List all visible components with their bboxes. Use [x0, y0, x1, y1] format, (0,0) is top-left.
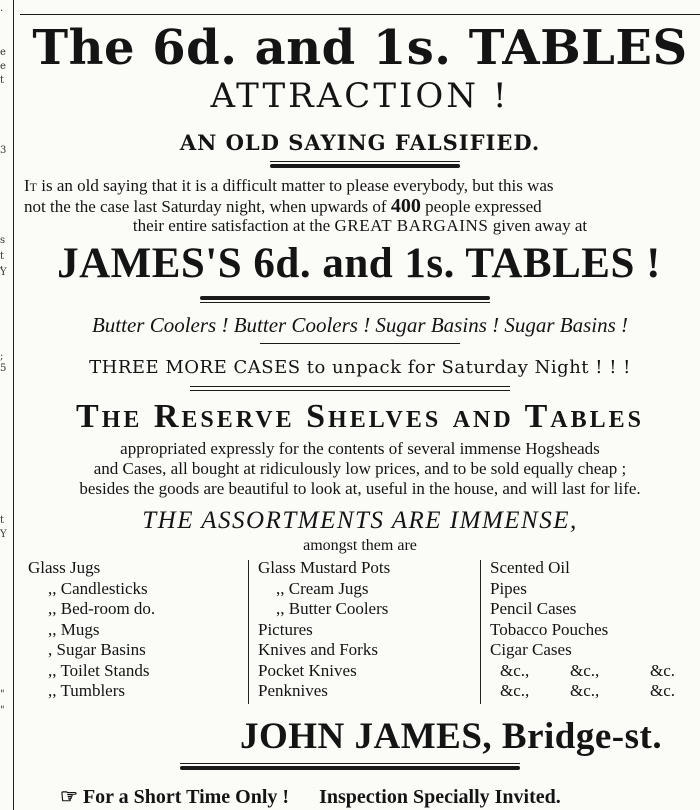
reserve-heading: The Reserve Shelves and Tables: [76, 398, 644, 435]
list-item: Pocket Knives: [258, 660, 357, 680]
list-item: Glass Jugs: [28, 558, 101, 577]
divider-rule: [200, 302, 490, 303]
list-item: Cigar Cases: [490, 640, 572, 659]
gutter-mark: 5: [0, 363, 7, 374]
top-border: [20, 14, 700, 15]
saying-heading: AN OLD SAYING FALSIFIED.: [179, 130, 541, 155]
list-item: Penknives: [258, 681, 328, 700]
list-item: ,, Bed-room do.: [48, 599, 156, 618]
gutter-mark: e: [0, 61, 6, 72]
etc-text: &c.,: [500, 660, 530, 680]
intro-text: people expressed: [420, 197, 542, 216]
divider-rule: [180, 766, 520, 770]
divider-rule: [190, 386, 510, 387]
footer-line: [60, 784, 561, 810]
assortment-column-2: [258, 558, 390, 702]
reserve-line-3: besides the goods are beautiful to look at, useful in the house, and will last for life.: [79, 479, 641, 498]
assortment-column-3: [490, 558, 700, 702]
gutter-mark: e: [0, 47, 6, 58]
people-count: 400: [390, 195, 421, 217]
gutter-mark: t: [0, 515, 5, 526]
list-item: ,, Tumblers: [48, 681, 125, 700]
three-more-cases: THREE MORE CASES to unpack for Saturday Night ! ! !: [89, 357, 631, 378]
column-divider: [480, 560, 481, 704]
list-item: ,, Butter Coolers: [276, 599, 389, 618]
etc-text: &c.: [650, 681, 676, 700]
gutter-mark: ;: [0, 351, 4, 362]
assortment-subheading: amongst them are: [303, 537, 417, 554]
assortment-column-1: [28, 558, 155, 702]
reserve-line-2: and Cases, all bought at ridiculously low prices, and to be sold equally cheap ;: [93, 459, 627, 478]
intro-text: given away at: [488, 216, 588, 235]
left-gutter: [0, 0, 14, 810]
gutter-mark: ": [0, 689, 5, 700]
list-item: Glass Mustard Pots: [258, 558, 391, 577]
pointing-hand-icon: ☞: [60, 786, 78, 808]
column-border: [13, 0, 14, 810]
footer-left: For a Short Time Only !: [82, 786, 290, 808]
list-item: Knives and Forks: [258, 640, 378, 659]
list-item: , Sugar Basins: [48, 640, 146, 659]
list-item: ,, Candlesticks: [48, 578, 148, 598]
list-item: Scented Oil: [490, 558, 570, 577]
list-item: Pencil Cases: [490, 599, 577, 618]
gutter-mark: s: [0, 235, 6, 246]
divider-rule: [180, 763, 520, 764]
list-item: ,, Cream Jugs: [276, 578, 369, 598]
gutter-mark: ,: [0, 259, 4, 270]
gutter-mark: t: [0, 75, 5, 86]
intro-text: their entire satisfaction at the: [132, 216, 335, 235]
list-item: ,, Mugs: [48, 619, 100, 639]
divider-rule: [270, 161, 460, 162]
divider-rule: [260, 343, 460, 344]
etc-text: &c.,: [500, 681, 530, 700]
gutter-mark: ": [0, 705, 5, 716]
footer-right: Inspection Specially Invited.: [319, 786, 561, 808]
gutter-mark: .: [0, 3, 4, 14]
divider-rule: [200, 296, 490, 300]
headline-title: The 6d. and 1s. TABLES: [32, 20, 688, 76]
intro-drop-word: It: [24, 176, 37, 195]
headline-subtitle: ATTRACTION !: [210, 76, 510, 116]
intro-line-3: [20, 216, 700, 235]
intro-text: is an old saying that it is a difficult matter to please everybody, but this was: [37, 176, 554, 195]
divider-rule: [270, 164, 460, 168]
list-item: Pipes: [490, 578, 527, 598]
etc-row: [490, 661, 700, 682]
etc-text: &c.: [650, 660, 676, 680]
bargains-text: GREAT BARGAINS: [334, 216, 489, 235]
signature: JOHN JAMES, Bridge-st.: [240, 716, 663, 757]
featured-items: Butter Coolers ! Butter Coolers ! Sugar Basins ! Sugar Basins !: [91, 313, 629, 337]
column-divider: [248, 560, 249, 704]
assortment-heading: THE ASSORTMENTS ARE IMMENSE,: [142, 507, 578, 534]
gutter-mark: t: [0, 251, 5, 262]
intro-line-1: [24, 176, 700, 195]
reserve-line-1: appropriated expressly for the contents of several immense Hogsheads: [120, 439, 600, 458]
etc-row: [490, 681, 700, 702]
divider-rule: [190, 390, 510, 391]
etc-text: &c.,: [570, 681, 600, 700]
etc-text: &c.,: [570, 660, 600, 680]
list-item: Tobacco Pouches: [490, 619, 609, 639]
gutter-mark: Y: [0, 529, 7, 540]
list-item: Pictures: [258, 619, 313, 639]
list-item: ,, Toilet Stands: [48, 660, 150, 680]
james-tables-headline: JAMES'S 6d. and 1s. TABLES !: [57, 240, 661, 287]
gutter-mark: Y: [0, 267, 7, 278]
intro-text: not the the case last Saturday night, when upwards of: [24, 197, 391, 216]
intro-line-2: [24, 197, 700, 216]
gutter-mark: 3: [0, 145, 7, 156]
